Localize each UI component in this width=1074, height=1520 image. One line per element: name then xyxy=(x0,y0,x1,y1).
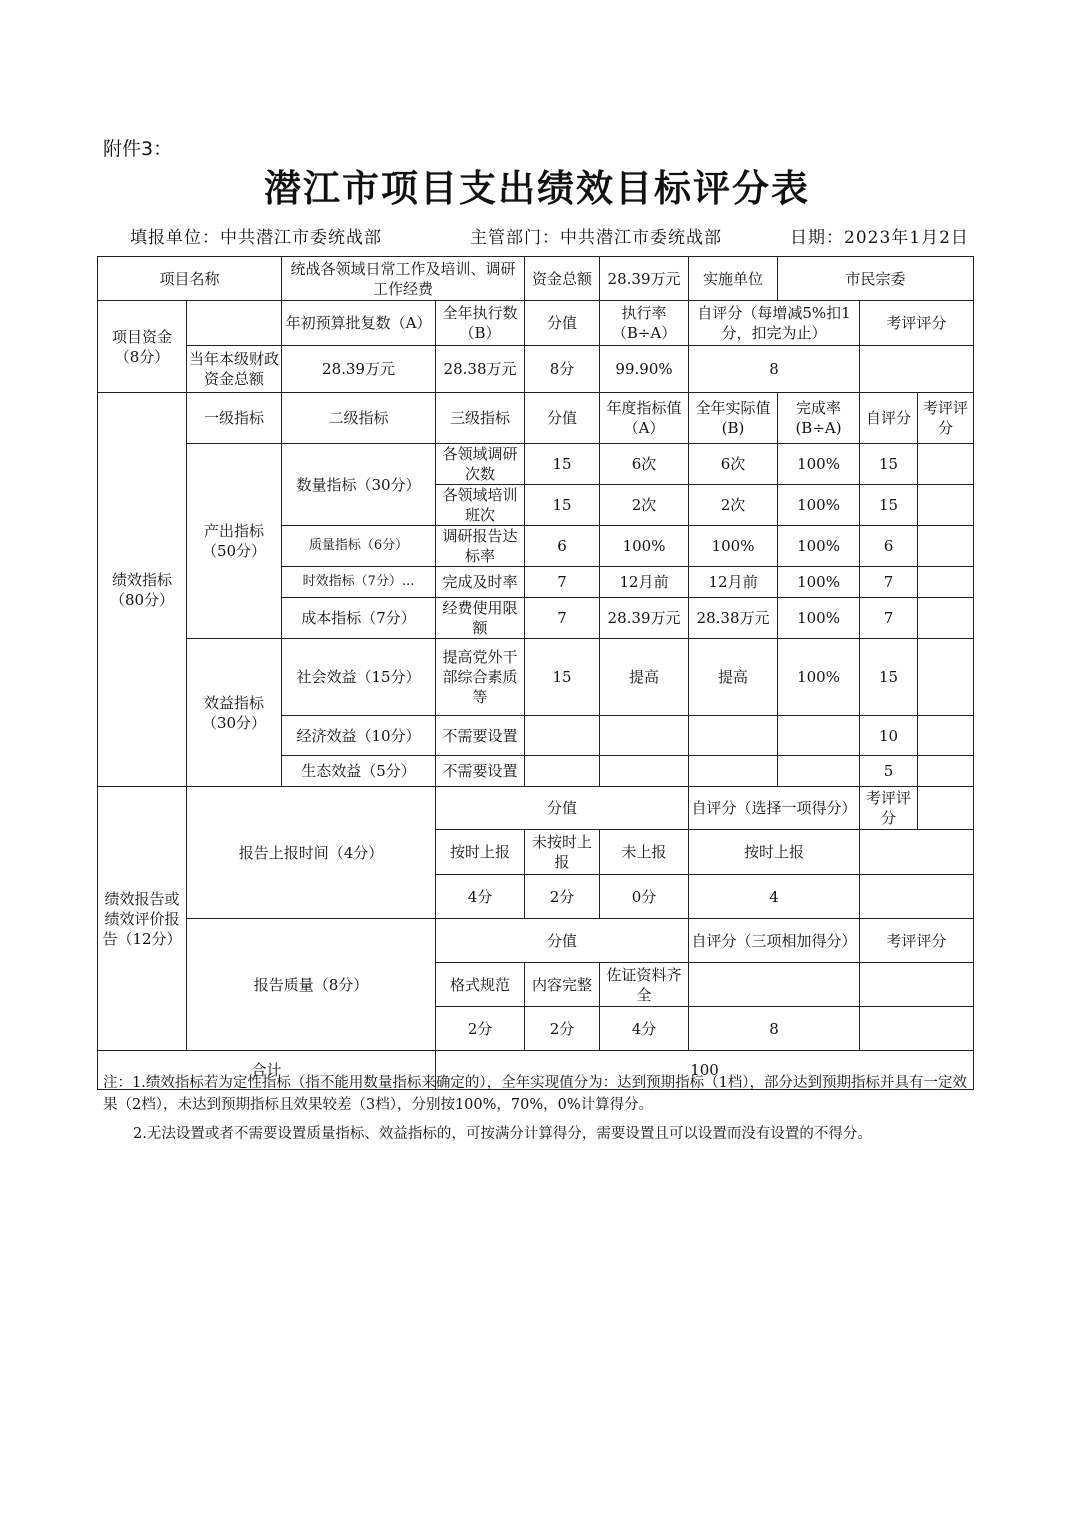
indicator-score xyxy=(525,716,600,756)
fund-total-label: 资金总额 xyxy=(525,257,600,301)
page-title: 潜江市项目支出绩效目标评分表 xyxy=(264,167,810,210)
report-time-self: 4 xyxy=(689,875,860,919)
header-review: 考评评分 xyxy=(918,393,974,444)
indicator-rate xyxy=(778,756,860,787)
indicator-rate: 100% xyxy=(778,639,860,716)
header-level1: 一级指标 xyxy=(187,393,282,444)
report-time-label: 报告上报时间（4分） xyxy=(187,787,436,919)
supervising-dept: 主管部门：中共潜江市委统战部 xyxy=(470,228,722,248)
indicator-self: 15 xyxy=(860,444,918,485)
indicator-rate: 100% xyxy=(778,567,860,598)
funds-b: 28.38万元 xyxy=(436,346,525,393)
indicator-score: 6 xyxy=(525,526,600,567)
indicator-level2: 数量指标（30分） xyxy=(282,444,436,526)
funds-header-row xyxy=(98,301,974,346)
indicator-header-row xyxy=(98,393,974,444)
indicator-section-label: 绩效指标（80分） xyxy=(98,393,187,787)
report-time-option: 按时上报 xyxy=(436,830,525,875)
report-quality-value: 2分 xyxy=(525,1007,600,1051)
report-time-value: 2分 xyxy=(525,875,600,919)
attachment-label: 附件3： xyxy=(103,138,173,160)
report-quality-review-value xyxy=(860,1007,974,1051)
report-quality-self-header: 自评分（三项相加得分） xyxy=(689,919,860,963)
funds-score: 8分 xyxy=(525,346,600,393)
total-value: 100 xyxy=(436,1051,974,1090)
indicator-target: 提高 xyxy=(600,639,689,716)
funds-rate: 99.90% xyxy=(600,346,689,393)
indicator-actual: 12月前 xyxy=(689,567,778,598)
funds-row-label: 当年本级财政资金总额 xyxy=(187,346,282,393)
note-1: 注：1.绩效指标若为定性指标（指不能用数量指标来确定的），全年实现值分为：达到预期指标（1档），部分达到预期指标并具有一定效果（2档），未达到预期指标且效果较差（3档），分别按100%，70%，0%计算得分。 xyxy=(103,1075,968,1113)
report-quality-label: 报告质量（8分） xyxy=(187,919,436,1051)
header-self: 自评分 xyxy=(860,393,918,444)
indicator-level2: 经济效益（10分） xyxy=(282,716,436,756)
report-time-self-header: 自评分（选择一项得分） xyxy=(689,787,860,830)
indicator-review xyxy=(918,485,974,526)
report-time-score-header: 分值 xyxy=(436,787,689,830)
indicator-review xyxy=(918,756,974,787)
indicator-actual xyxy=(689,716,778,756)
report-quality-value: 2分 xyxy=(436,1007,525,1051)
indicator-level3: 提高党外干部综合素质等 xyxy=(436,639,525,716)
funds-header-self: 自评分（每增减5%扣1分，扣完为止） xyxy=(689,301,860,346)
report-quality-header-row xyxy=(98,919,974,963)
report-time-option: 未上报 xyxy=(600,830,689,875)
funds-section-label: 项目资金（8分） xyxy=(98,301,187,393)
indicator-review xyxy=(918,567,974,598)
fund-total: 28.39万元 xyxy=(600,257,689,301)
report-time-review-header: 考评评分 xyxy=(860,787,918,830)
report-time-review-value xyxy=(860,875,974,919)
indicator-review xyxy=(918,716,974,756)
report-time-header-row xyxy=(98,787,974,830)
indicator-rate: 100% xyxy=(778,485,860,526)
report-quality-score-header: 分值 xyxy=(436,919,689,963)
header-rate: 完成率(B÷A) xyxy=(778,393,860,444)
indicator-actual: 6次 xyxy=(689,444,778,485)
indicator-self: 7 xyxy=(860,598,918,639)
report-time-option: 未按时上报 xyxy=(525,830,600,875)
score-table xyxy=(97,256,974,1090)
header-actual: 全年实际值(B) xyxy=(689,393,778,444)
report-time-empty-cell xyxy=(918,787,974,830)
indicator-score: 15 xyxy=(525,444,600,485)
indicator-rate xyxy=(778,716,860,756)
indicator-rate: 100% xyxy=(778,526,860,567)
report-time-selected: 按时上报 xyxy=(689,830,860,875)
indicator-self: 10 xyxy=(860,716,918,756)
indicator-actual: 100% xyxy=(689,526,778,567)
indicator-actual: 2次 xyxy=(689,485,778,526)
indicator-target xyxy=(600,756,689,787)
indicator-score: 7 xyxy=(525,598,600,639)
funds-header-a: 年初预算批复数（A） xyxy=(282,301,436,346)
indicator-level2: 社会效益（15分） xyxy=(282,639,436,716)
indicator-target: 100% xyxy=(600,526,689,567)
indicator-score: 7 xyxy=(525,567,600,598)
report-quality-option: 内容完整 xyxy=(525,963,600,1007)
funds-empty-cell xyxy=(187,301,282,346)
indicator-review xyxy=(918,598,974,639)
impl-unit-label: 实施单位 xyxy=(689,257,778,301)
indicator-self: 5 xyxy=(860,756,918,787)
funds-header-review: 考评评分 xyxy=(860,301,974,346)
report-quality-self: 8 xyxy=(689,1007,860,1051)
indicator-level2: 质量指标（6分） xyxy=(282,526,436,567)
output-indicator-label: 产出指标（50分） xyxy=(187,444,282,639)
indicator-level2: 时效指标（7分）... xyxy=(282,567,436,598)
header-score: 分值 xyxy=(525,393,600,444)
funds-self: 8 xyxy=(689,346,860,393)
indicator-target: 12月前 xyxy=(600,567,689,598)
report-quality-review-blank xyxy=(860,963,974,1007)
funds-a: 28.39万元 xyxy=(282,346,436,393)
report-section-label: 绩效报告或绩效评价报告（12分） xyxy=(98,787,187,1051)
indicator-self: 15 xyxy=(860,485,918,526)
indicator-level3: 不需要设置 xyxy=(436,716,525,756)
indicator-actual: 提高 xyxy=(689,639,778,716)
report-quality-option: 佐证资料齐全 xyxy=(600,963,689,1007)
project-name: 统战各领域日常工作及培训、调研工作经费 xyxy=(282,257,525,301)
indicator-rate: 100% xyxy=(778,444,860,485)
indicator-actual xyxy=(689,756,778,787)
header-level2: 二级指标 xyxy=(282,393,436,444)
filler-unit: 填报单位：中共潜江市委统战部 xyxy=(130,228,382,248)
indicator-row xyxy=(98,444,974,485)
indicator-review xyxy=(918,639,974,716)
indicator-target: 28.39万元 xyxy=(600,598,689,639)
impl-unit: 市民宗委 xyxy=(778,257,974,301)
indicator-level2: 生态效益（5分） xyxy=(282,756,436,787)
report-quality-option: 格式规范 xyxy=(436,963,525,1007)
indicator-target: 6次 xyxy=(600,444,689,485)
benefit-indicator-label: 效益指标（30分） xyxy=(187,639,282,787)
indicator-actual: 28.38万元 xyxy=(689,598,778,639)
project-name-label: 项目名称 xyxy=(98,257,282,301)
header-target: 年度指标值（A） xyxy=(600,393,689,444)
indicator-level3: 各领域培训班次 xyxy=(436,485,525,526)
indicator-rate: 100% xyxy=(778,598,860,639)
header-level3: 三级指标 xyxy=(436,393,525,444)
funds-header-b: 全年执行数（B） xyxy=(436,301,525,346)
funds-header-rate: 执行率（B÷A） xyxy=(600,301,689,346)
indicator-self: 15 xyxy=(860,639,918,716)
indicator-target xyxy=(600,716,689,756)
report-time-review-blank xyxy=(860,830,974,875)
funds-header-score: 分值 xyxy=(525,301,600,346)
indicator-level3: 不需要设置 xyxy=(436,756,525,787)
indicator-row xyxy=(98,639,974,716)
indicator-self: 7 xyxy=(860,567,918,598)
report-time-value: 0分 xyxy=(600,875,689,919)
project-row xyxy=(98,257,974,301)
report-date: 日期：2023年1月2日 xyxy=(790,228,969,248)
indicator-score xyxy=(525,756,600,787)
indicator-level3: 完成及时率 xyxy=(436,567,525,598)
indicator-level3: 经费使用限额 xyxy=(436,598,525,639)
indicator-review xyxy=(918,526,974,567)
indicator-self: 6 xyxy=(860,526,918,567)
report-time-value: 4分 xyxy=(436,875,525,919)
indicator-level3: 调研报告达标率 xyxy=(436,526,525,567)
indicator-review xyxy=(918,444,974,485)
report-quality-value: 4分 xyxy=(600,1007,689,1051)
indicator-score: 15 xyxy=(525,639,600,716)
report-quality-review-header: 考评评分 xyxy=(860,919,974,963)
indicator-score: 15 xyxy=(525,485,600,526)
report-quality-self-blank xyxy=(689,963,860,1007)
note-2: 2.无法设置或者不需要设置质量指标、效益指标的，可按满分计算得分，需要设置且可以设置而没有设置的不得分。 xyxy=(133,1126,872,1142)
indicator-target: 2次 xyxy=(600,485,689,526)
funds-review xyxy=(860,346,974,393)
funds-value-row xyxy=(98,346,974,393)
indicator-level2: 成本指标（7分） xyxy=(282,598,436,639)
total-label: 合计 xyxy=(98,1051,436,1090)
indicator-level3: 各领域调研次数 xyxy=(436,444,525,485)
